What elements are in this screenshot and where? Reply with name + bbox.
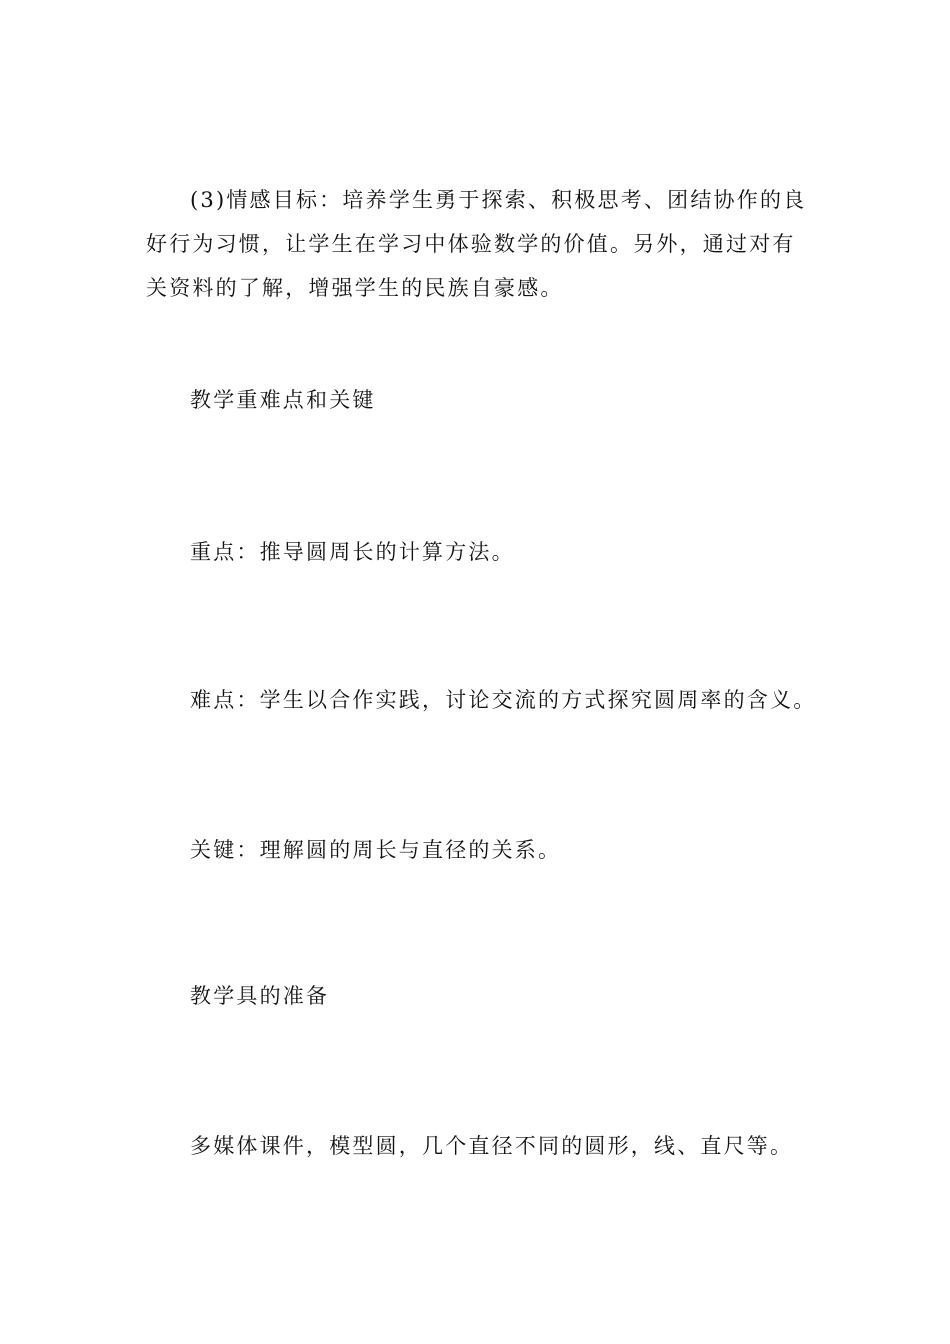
materials-heading: 教学具的准备: [190, 984, 330, 1008]
key-points-heading: 教学重难点和关键: [190, 388, 376, 412]
focus-paragraph: 重点：推导圆周长的计算方法。: [190, 540, 515, 564]
materials-paragraph: 多媒体课件，模型圆，几个直径不同的圆形，线、直尺等。: [190, 1134, 794, 1158]
emotional-goal-paragraph: (3)情感目标：培养学生勇于探索、积极思考、团结协作的良好行为习惯，让学生在学习中体验数学的价值。另外，通过对有关资料的了解，增强学生的民族自豪感。: [146, 188, 807, 300]
difficulty-paragraph: 难点：学生以合作实践，讨论交流的方式探究圆周率的含义。: [190, 688, 817, 712]
key-paragraph: 关键：理解圆的周长与直径的关系。: [190, 838, 562, 862]
